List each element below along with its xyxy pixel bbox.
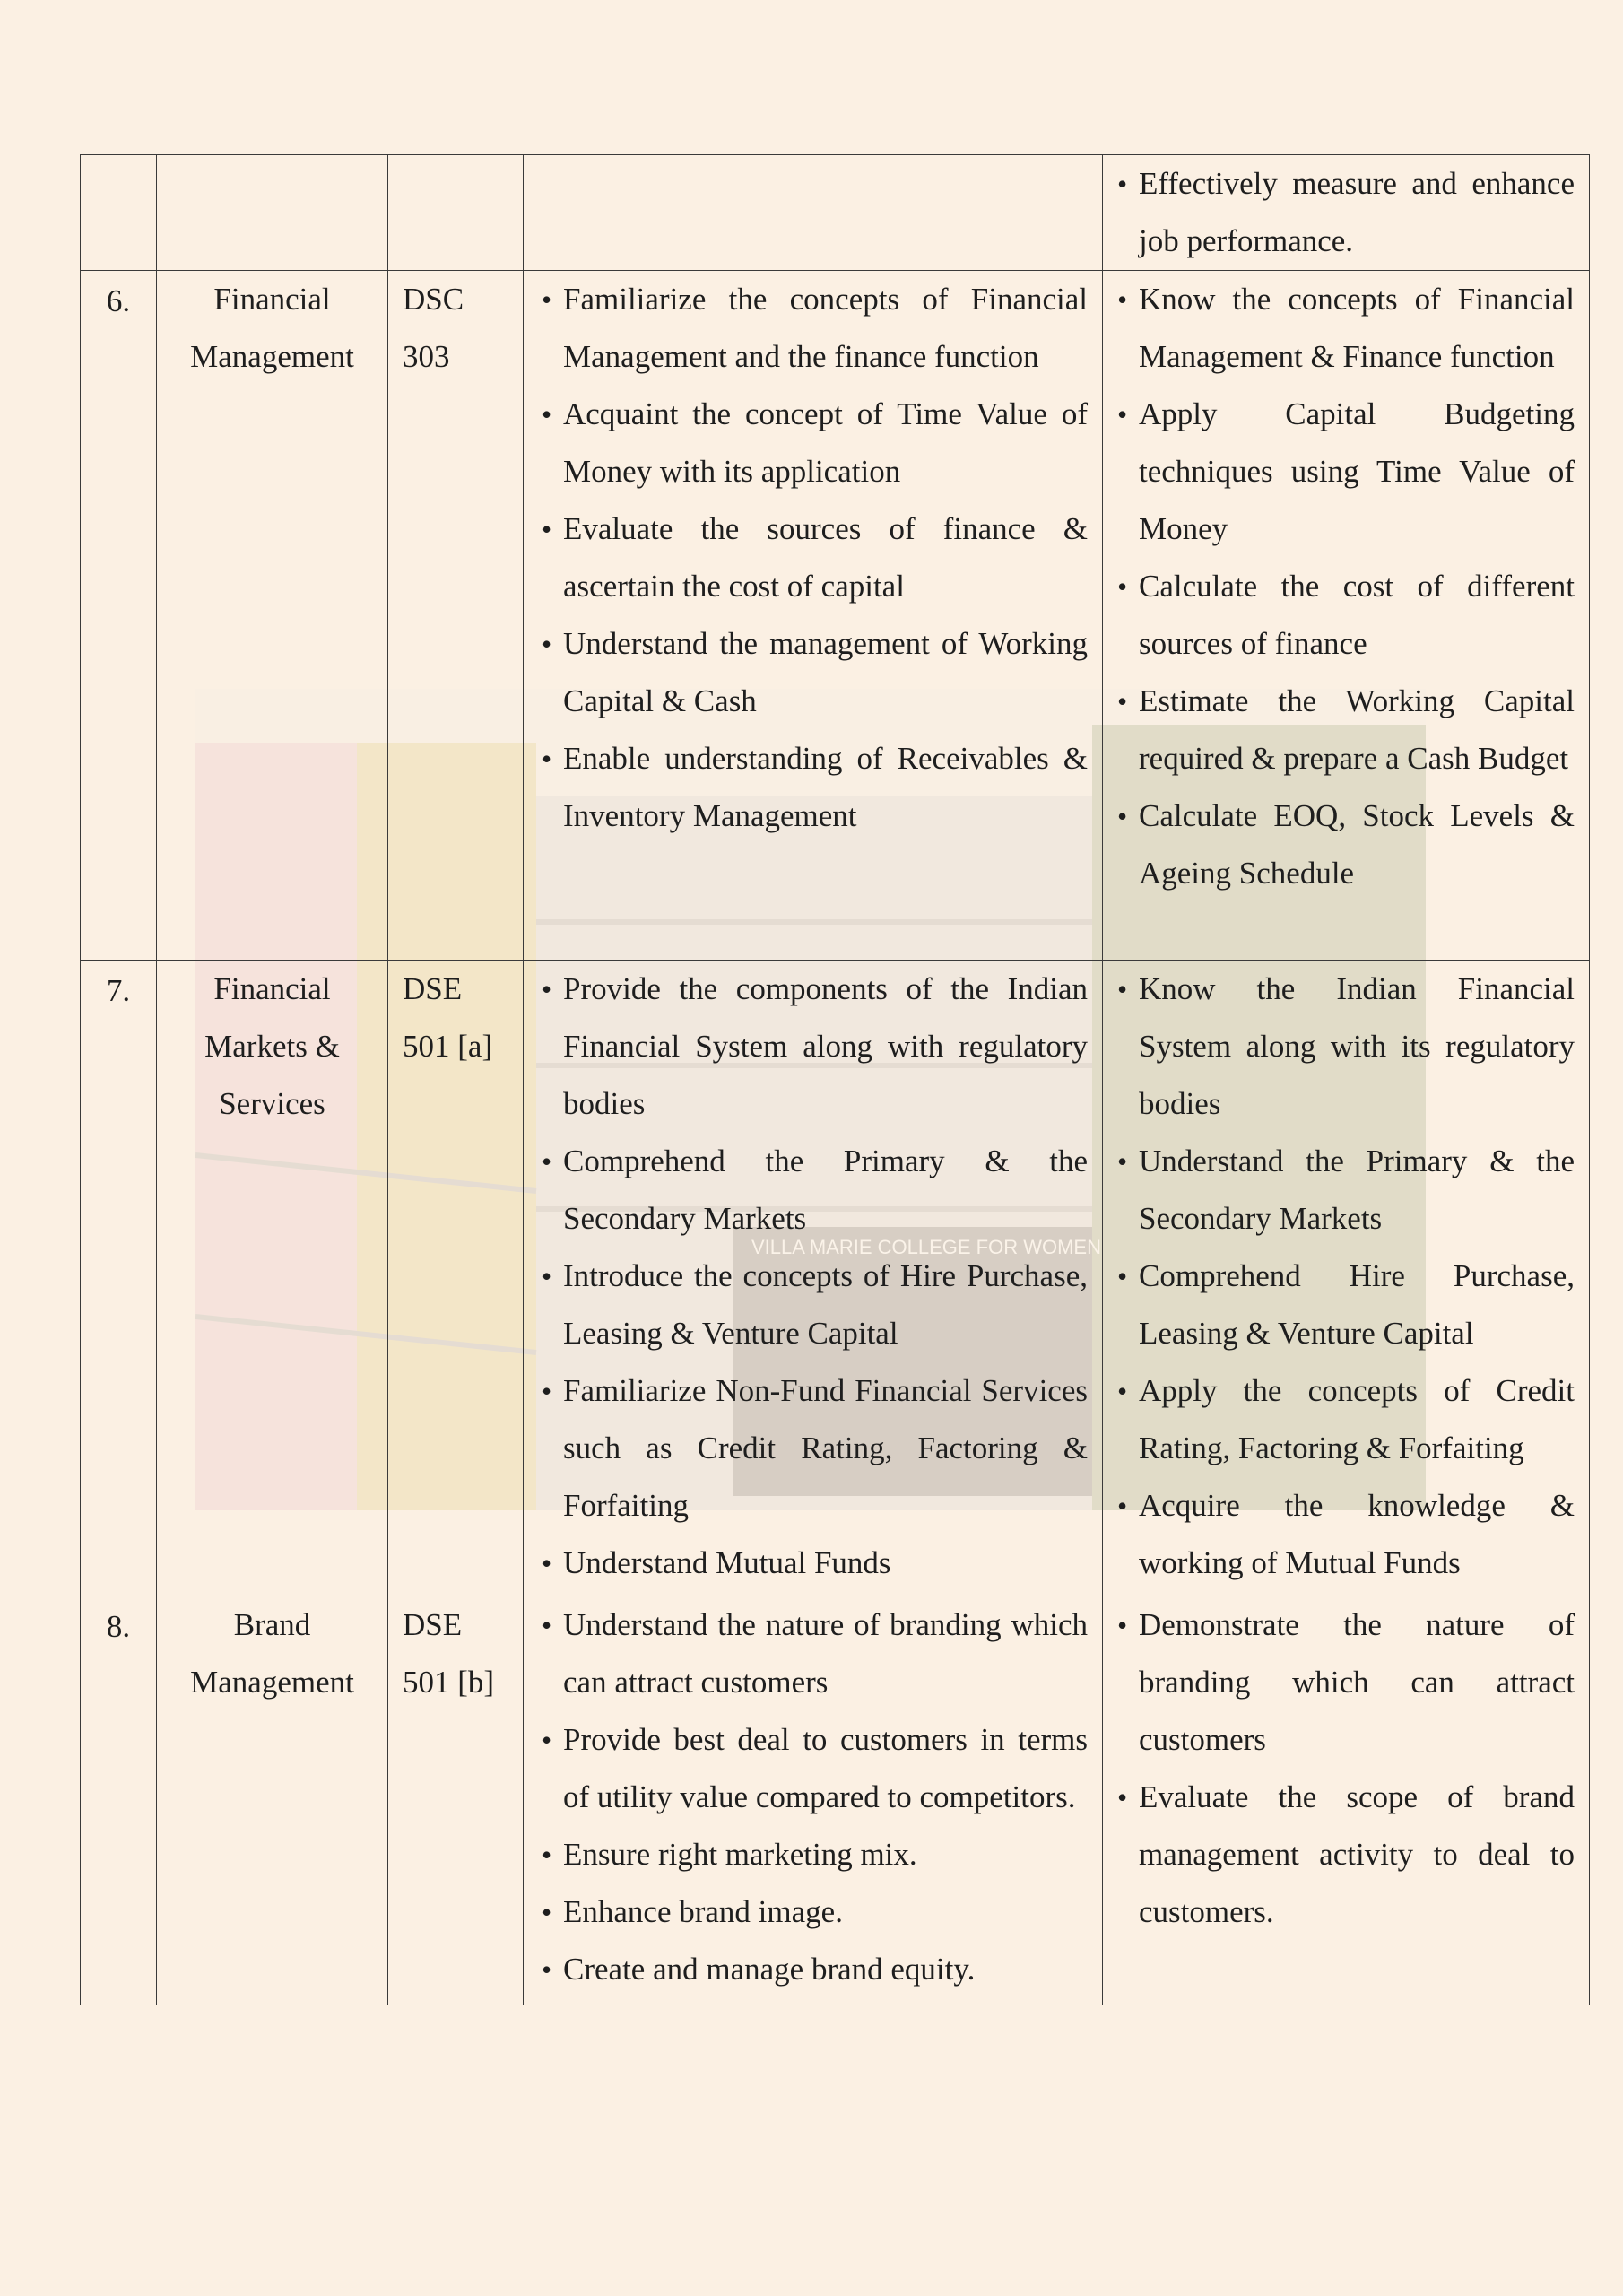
objective-item: • Enhance brand image. [542, 1883, 1088, 1941]
outcomes-list [1117, 155, 1575, 270]
objective-item: • Comprehend the Primary & the Secondary Markets [542, 1133, 1088, 1248]
course-code-cell [388, 1596, 524, 2005]
outcome-item: • Know the concepts of Financial Management & Finance function [1117, 271, 1575, 386]
objective-item: • Understand Mutual Funds [542, 1535, 1088, 1592]
course-code-line: 303 [403, 339, 450, 374]
outcomes-cell [1103, 155, 1590, 271]
outcome-item: • Calculate EOQ, Stock Levels & Ageing Schedule [1117, 787, 1575, 902]
objectives-cell [524, 155, 1103, 271]
outcomes-list [1117, 961, 1575, 1592]
table-row [81, 155, 1590, 271]
objective-item: • Create and manage brand equity. [542, 1941, 1088, 1998]
course-name-cell [157, 1596, 388, 2005]
objective-item: • Ensure right marketing mix. [542, 1826, 1088, 1883]
objective-item: • Familiarize the concepts of Financial Management and the finance function [542, 271, 1088, 386]
outcomes-list [1117, 271, 1575, 902]
outcomes-list [1117, 1596, 1575, 1941]
outcomes-cell [1103, 1596, 1590, 2005]
outcome-item: • Evaluate the scope of brand management activity to deal to customers. [1117, 1769, 1575, 1941]
watermark-sign: VILLA MARIE COLLEGE FOR WOMEN [751, 1236, 1101, 1258]
course-name-line: Brand [233, 1607, 311, 1642]
outcomes-cell [1103, 961, 1590, 1596]
outcome-item: • Calculate the cost of different sources of finance [1117, 558, 1575, 673]
table-row [81, 1596, 1590, 2005]
objective-item: • Familiarize Non-Fund Financial Services such as Credit Rating, Factoring & Forfaiting [542, 1362, 1088, 1535]
objectives-cell [524, 1596, 1103, 2005]
course-name-cell [157, 961, 388, 1596]
serial-number-cell [81, 961, 157, 1596]
objectives-list [542, 271, 1088, 845]
objective-item: • Understand the nature of branding which can attract customers [542, 1596, 1088, 1711]
course-outcomes-table [80, 154, 1590, 2005]
objective-item: • Provide best deal to customers in terms of utility value compared to competitors. [542, 1711, 1088, 1826]
serial-number [81, 155, 156, 157]
outcome-item: • Acquire the knowledge & working of Mutual Funds [1117, 1477, 1575, 1592]
course-code-line: DSC [403, 282, 464, 317]
serial-number: 8. [106, 1609, 131, 1644]
outcome-item: • Understand the Primary & the Secondary Markets [1117, 1133, 1575, 1248]
course-code-line: 501 [b] [403, 1665, 495, 1700]
objective-item: • Introduce the concepts of Hire Purchase, Leasing & Venture Capital [542, 1248, 1088, 1362]
outcome-item: • Estimate the Working Capital required & prepare a Cash Budget [1117, 673, 1575, 787]
serial-number-cell [81, 155, 157, 271]
objective-item: • Acquaint the concept of Time Value of Money with its application [542, 386, 1088, 500]
serial-number-cell [81, 271, 157, 961]
course-name-cell [157, 155, 388, 271]
objectives-list [542, 1596, 1088, 1998]
objective-item: • Provide the components of the Indian Financial System along with regulatory bodies [542, 961, 1088, 1133]
table-row [81, 271, 1590, 961]
course-code-cell [388, 961, 524, 1596]
course-name-line: Financial [213, 282, 331, 317]
serial-number: 6. [106, 283, 131, 318]
outcome-item: • Apply the concepts of Credit Rating, Factoring & Forfaiting [1117, 1362, 1575, 1477]
course-name-line: Services [219, 1086, 325, 1121]
course-code-line: DSE [403, 1607, 463, 1642]
outcome-item: • Demonstrate the nature of branding which can attract customers [1117, 1596, 1575, 1769]
course-name-line: Markets & [204, 1029, 340, 1064]
course-name-line: Management [190, 339, 354, 374]
course-name-line: Management [190, 1665, 354, 1700]
outcomes-cell [1103, 271, 1590, 961]
serial-number-cell [81, 1596, 157, 2005]
course-code-line: DSE [403, 971, 463, 1006]
outcome-item: • Know the Indian Financial System along with its regulatory bodies [1117, 961, 1575, 1133]
objective-item: • Evaluate the sources of finance & ascertain the cost of capital [542, 500, 1088, 615]
course-code-cell [388, 155, 524, 271]
objectives-cell [524, 961, 1103, 1596]
course-name-line: Financial [213, 971, 331, 1006]
objectives-cell [524, 271, 1103, 961]
course-name-cell [157, 271, 388, 961]
table-row [81, 961, 1590, 1596]
outcome-item: • Effectively measure and enhance job performance. [1117, 155, 1575, 270]
serial-number: 7. [106, 973, 131, 1008]
objective-item: • Understand the management of Working Capital & Cash [542, 615, 1088, 730]
outcome-item: • Comprehend Hire Purchase, Leasing & Venture Capital [1117, 1248, 1575, 1362]
objectives-list [542, 961, 1088, 1592]
outcome-item: • Apply Capital Budgeting techniques using Time Value of Money [1117, 386, 1575, 558]
course-code-cell [388, 271, 524, 961]
course-code-line: 501 [a] [403, 1029, 493, 1064]
objective-item: • Enable understanding of Receivables & Inventory Management [542, 730, 1088, 845]
